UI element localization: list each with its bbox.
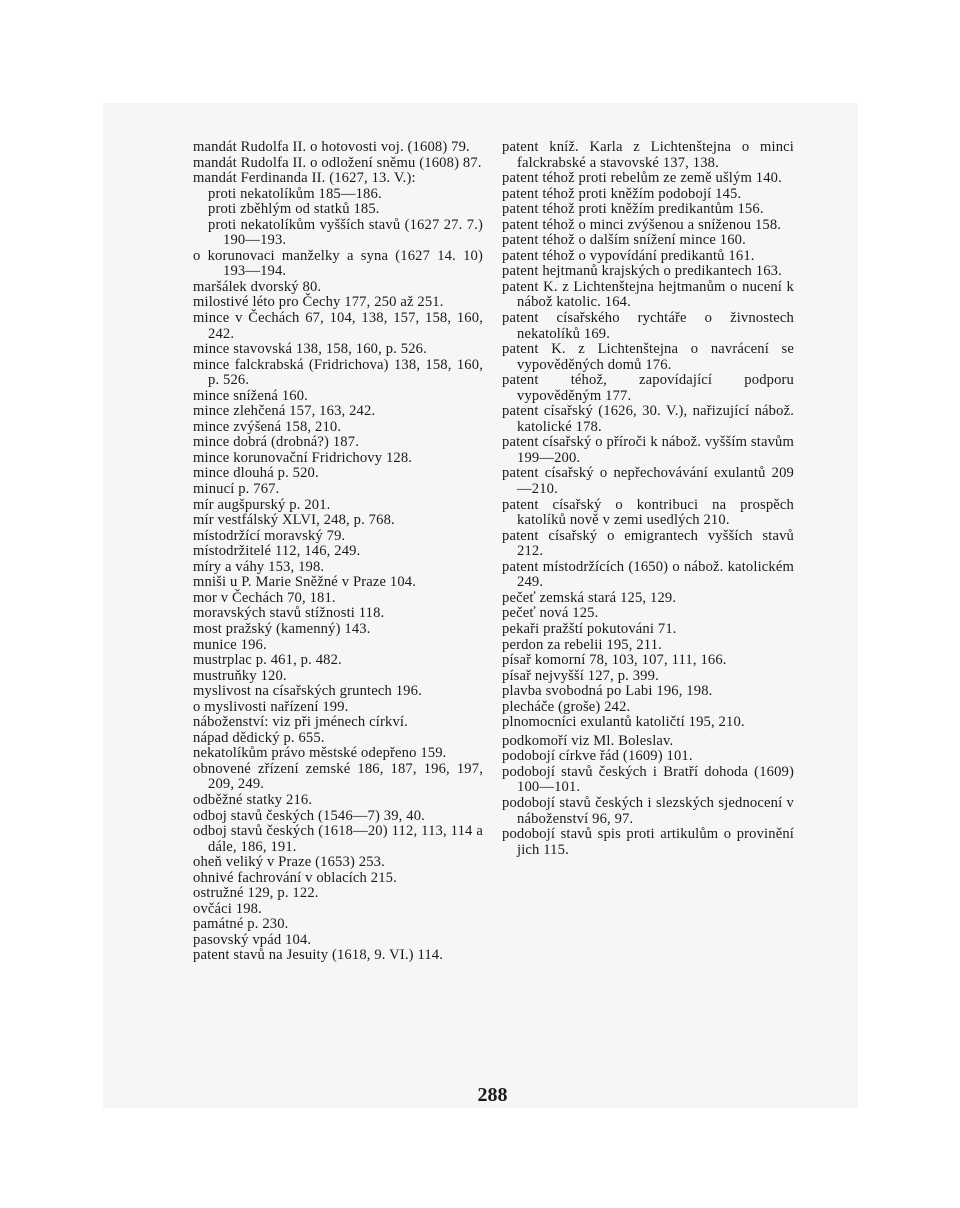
index-entry: mor v Čechách 70, 181.	[193, 589, 336, 606]
index-entry: moravských stavů stížnosti 118.	[193, 605, 385, 622]
index-entry: nekatolíkům právo městské odepřeno 159.	[193, 745, 447, 762]
index-entry: mince dobrá (drobná?) 187.	[193, 434, 359, 451]
index-entry: mniši u P. Marie Sněžné v Praze 104.	[193, 574, 417, 591]
page-number: 288	[477, 1084, 508, 1106]
index-entry: ovčáci 198.	[193, 900, 262, 917]
index-entry: mince stavovská 138, 158, 160, p. 526.	[193, 341, 427, 358]
index-entry: o myslivosti nařízení 199.	[193, 698, 349, 715]
index-entry: patent téhož proti kněžím podobojí 145.	[502, 185, 742, 202]
index-entry: patent téhož proti rebelům ze země ušlým 140.	[502, 170, 782, 187]
index-entry: písař komorní 78, 103, 107, 111, 166.	[502, 652, 727, 669]
index-entry: písař nejvyšší 127, p. 399.	[502, 667, 659, 684]
index-entry: podobojí stavů českých i Bratří dohoda (1609) 100—101.	[502, 763, 794, 796]
index-entry: most pražský (kamenný) 143.	[193, 620, 371, 637]
index-entry: mír augšpurský p. 201.	[193, 496, 331, 513]
index-entry: patent K. z Lichtenštejna hejtmanům o nucení k nábož katolic. 164.	[502, 278, 794, 311]
index-entry: podkomoří viz Ml. Boleslav.	[502, 732, 674, 749]
index-entry: mustruňky 120.	[193, 667, 287, 684]
index-entry: památné p. 230.	[193, 916, 289, 933]
index-entry: mandát Rudolfa II. o odložení sněmu (1608) 87.	[193, 154, 482, 171]
index-entry: mír vestfálský XLVI, 248, p. 768.	[193, 512, 395, 529]
index-column-left	[193, 140, 483, 964]
index-entry: minucí p. 767.	[193, 481, 280, 498]
index-entry: patent téhož o dalším snížení mince 160.	[502, 232, 746, 249]
index-entry: náboženství: viz při jménech církví.	[193, 714, 408, 731]
index-entry: pečeť zemská stará 125, 129.	[502, 589, 677, 606]
index-entry: patent téhož proti kněžím predikantům 156.	[502, 201, 764, 218]
index-entry: pasovský vpád 104.	[193, 931, 312, 948]
index-entry: obnovené zřízení zemské 186, 187, 196, 197, 209, 249.	[193, 760, 483, 793]
index-entry: patent kníž. Karla z Lichtenštejna o minci falckrabské a stavovské 137, 138.	[502, 139, 794, 171]
index-entry: mince falckrabská (Fridrichova) 138, 158, 160, p. 526.	[193, 356, 483, 389]
index-entry: patent téhož o minci zvýšenou a sníženou 158.	[502, 216, 782, 233]
index-column-right	[502, 140, 794, 858]
index-entry: munice 196.	[193, 636, 267, 653]
index-entry: mandát Ferdinanda II. (1627, 13. V.):	[193, 170, 416, 187]
index-entry: míry a váhy 153, 198.	[193, 558, 325, 575]
index-entry: plavba svobodná po Labi 196, 198.	[502, 683, 713, 700]
index-entry: mince snížená 160.	[193, 387, 308, 404]
index-entry: mustrplac p. 461, p. 482.	[193, 652, 342, 669]
index-entry: pečeť nová 125.	[502, 605, 599, 622]
index-entry: patent stavů na Jesuity (1618, 9. VI.) 114.	[193, 947, 444, 964]
index-entry: oheň veliký v Praze (1653) 253.	[193, 854, 385, 871]
index-entry: mandát Rudolfa II. o hotovosti voj. (1608) 79.	[193, 139, 470, 155]
index-entry: odběžné statky 216.	[193, 791, 313, 808]
index-entry: myslivost na císařských gruntech 196.	[193, 683, 422, 700]
index-entry: perdon za rebelii 195, 211.	[502, 636, 662, 653]
index-entry: patent císařský o nepřechovávání exulantů 209—210.	[502, 465, 794, 498]
index-entry: ostružné 129, p. 122.	[193, 885, 319, 902]
index-entry: patent hejtmanů krajských o predikantech 163.	[502, 263, 782, 280]
index-subentry: proti zběhlým od statků 185.	[208, 201, 380, 218]
index-entry: podobojí stavů spis proti artikulům o provinění jich 115.	[502, 826, 794, 858]
index-entry: patent císařský (1626, 30. V.), nařizující nábož. katolické 178.	[502, 403, 794, 435]
index-entry: milostivé léto pro Čechy 177, 250 až 251.	[193, 294, 444, 311]
index-entry: místodržící moravský 79.	[193, 527, 346, 544]
index-entry: plnomocníci exulantů katoličtí 195, 210.	[502, 714, 745, 731]
index-subentry: o korunovaci manželky a syna (1627 14. 10) 193—194.	[193, 247, 483, 280]
index-entry: patent téhož o vypovídání predikantů 161.	[502, 247, 755, 264]
index-subentry: proti nekatolíkům 185—186.	[208, 185, 382, 202]
index-entry: nápad dědický p. 655.	[193, 729, 325, 746]
index-entry: místodržitelé 112, 146, 249.	[193, 543, 361, 560]
index-entry: mince zlehčená 157, 163, 242.	[193, 403, 376, 420]
index-entry: patent císařského rychtáře o živnostech nekatolíků 169.	[502, 310, 794, 342]
index-entry: mince dlouhá p. 520.	[193, 465, 319, 482]
index-entry: ohnivé fachrování v oblacích 215.	[193, 869, 397, 886]
index-entry: podobojí církve řád (1609) 101.	[502, 748, 693, 765]
index-entry: maršálek dvorský 80.	[193, 278, 322, 295]
index-entry: patent místodržících (1650) o nábož. katolickém 249.	[502, 558, 794, 591]
index-entry: patent císařský o emigrantech vyšších stavů 212.	[502, 527, 794, 560]
index-entry: odboj stavů českých (1546—7) 39, 40.	[193, 807, 425, 824]
index-entry: podobojí stavů českých i slezských sjednocení v náboženství 96, 97.	[502, 794, 794, 827]
index-entry: patent téhož, zapovídající podporu vypověděným 177.	[502, 372, 794, 404]
index-entry: mince v Čechách 67, 104, 138, 157, 158, 160, 242.	[193, 310, 483, 342]
index-entry: mince zvýšená 158, 210.	[193, 418, 342, 435]
index-subentry: proti nekatolíkům vyšších stavů (1627 27. 7.) 190—193.	[208, 216, 483, 249]
index-entry: patent císařský o kontribuci na prospěch katolíků nově v zemi usedlých 210.	[502, 496, 794, 529]
index-entry: patent císařský o příroči k nábož. vyšším stavům 199—200.	[502, 434, 794, 466]
index-entry: plecháče (groše) 242.	[502, 698, 631, 715]
index-entry: mince korunovační Fridrichovy 128.	[193, 449, 413, 466]
index-entry: odboj stavů českých (1618—20) 112, 113, 114 a dále, 186, 191.	[193, 823, 483, 855]
index-entry: pekaři pražští pokutováni 71.	[502, 620, 677, 637]
index-entry: patent K. z Lichtenštejna o navrácení se vypověděných domů 176.	[502, 341, 794, 373]
